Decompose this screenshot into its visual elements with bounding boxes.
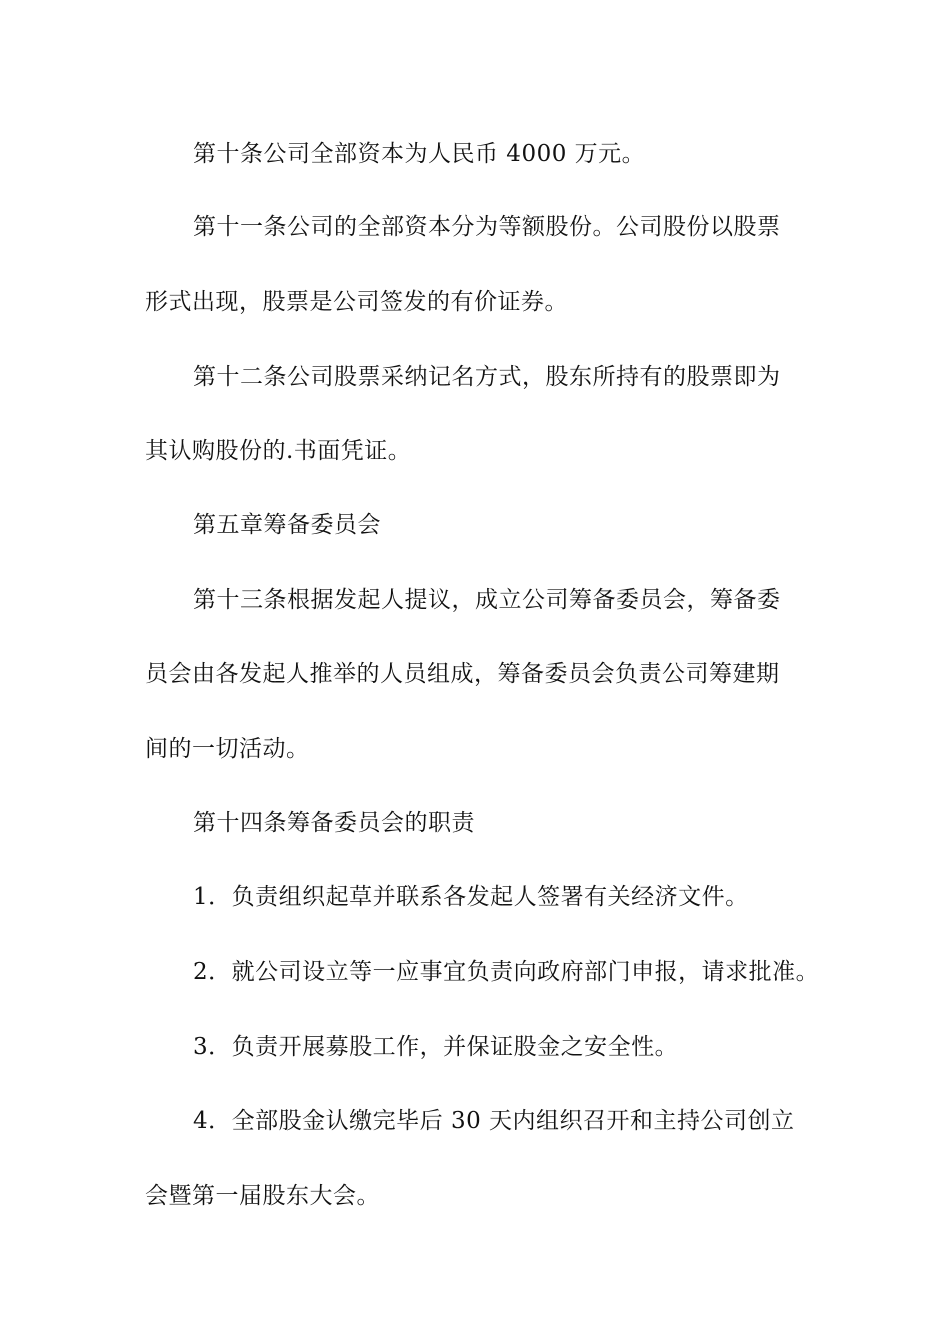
article-12-line-1: 第十二条公司股票采纳记名方式，股东所持有的股票即为	[193, 364, 781, 390]
duty-item-4-line-2: 会暨第一届股东大会。	[145, 1183, 380, 1209]
duty-item-3: 3．负责开展募股工作，并保证股金之安全性。	[193, 1034, 679, 1060]
article-14-heading: 第十四条筹备委员会的职责	[193, 810, 475, 836]
article-13-line-2: 员会由各发起人推举的人员组成，筹备委员会负责公司筹建期	[145, 661, 780, 687]
duty-item-2: 2．就公司设立等一应事宜负责向政府部门申报，请求批准。	[193, 959, 820, 985]
article-10-line: 第十条公司全部资本为人民币 4000 万元。	[193, 141, 646, 167]
chapter-5-heading: 第五章筹备委员会	[193, 512, 381, 538]
article-11-line-2: 形式出现，股票是公司签发的有价证券。	[145, 289, 568, 315]
duty-item-4-line-1: 4．全部股金认缴完毕后 30 天内组织召开和主持公司创立	[193, 1108, 795, 1134]
article-11-line-1: 第十一条公司的全部资本分为等额股份。公司股份以股票	[193, 214, 781, 240]
article-12-line-2: 其认购股份的.书面凭证。	[145, 438, 412, 464]
duty-item-1: 1．负责组织起草并联系各发起人签署有关经济文件。	[193, 884, 749, 910]
article-13-line-3: 间的一切活动。	[145, 736, 310, 762]
article-13-line-1: 第十三条根据发起人提议，成立公司筹备委员会，筹备委	[193, 587, 781, 613]
